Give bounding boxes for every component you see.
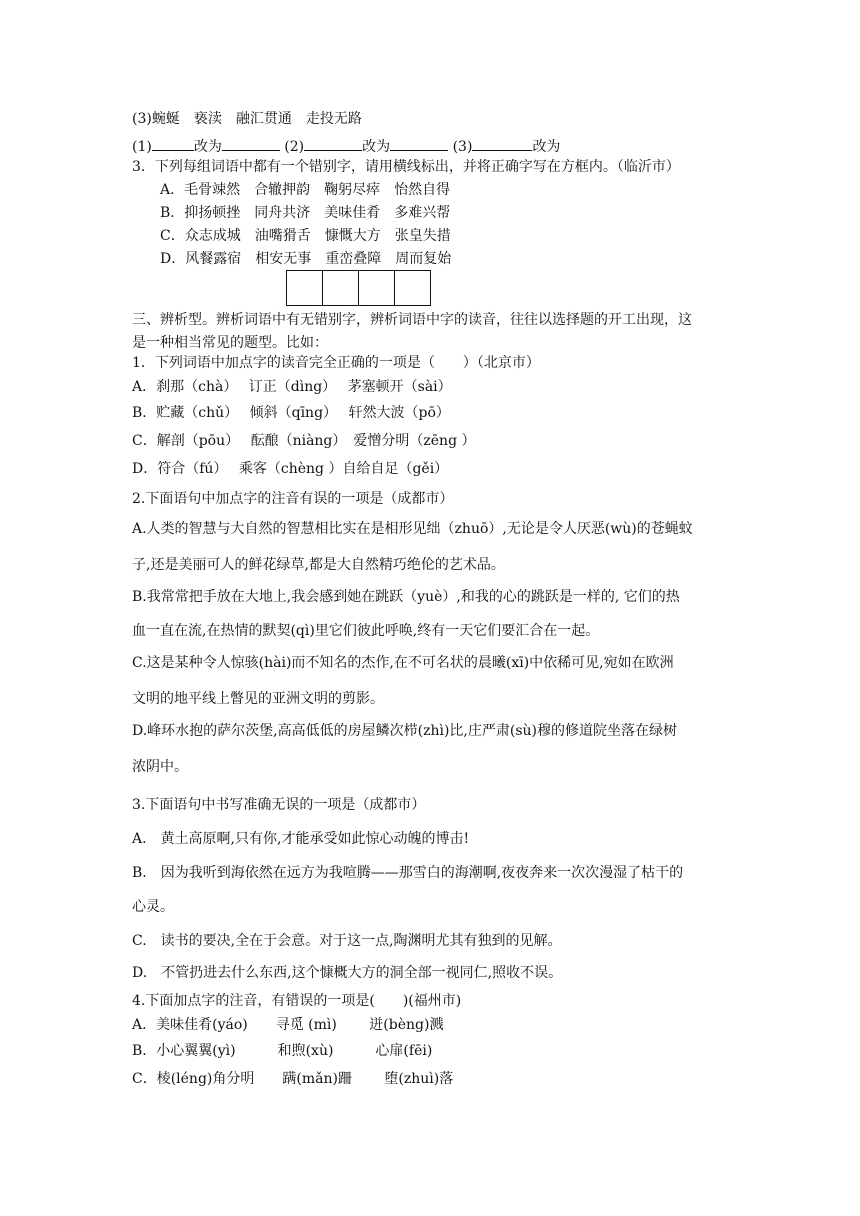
q2-line: 浓阴中。 [132, 759, 188, 775]
answer-box-1[interactable] [286, 270, 323, 306]
q3b-line: D. 不管扔进去什么东西,这个慷概大方的洞全部一视同仁,照收不误。 [132, 965, 563, 981]
q3b-line: C. 读书的要决,全在于会意。对于这一点,陶渊明尤其有独到的见解。 [132, 933, 562, 949]
q3-option-c: C．众志成城 油嘴猾舌 慷慨大方 张皇失措 [160, 228, 451, 244]
q3b-line: 心灵。 [132, 899, 174, 915]
q2-line: C.这是某种令人惊骇(hài)而不知名的杰作,在不可名状的晨曦(xī)中依稀可见,宛如在欧洲 [132, 655, 674, 671]
q1-option-d: D．符合（fú） 乘客（chèng ）自给自足（gěi） [132, 461, 449, 477]
answer-blank-3[interactable] [472, 136, 532, 151]
answer-line [132, 136, 560, 156]
answer-blank-1b[interactable] [222, 136, 280, 151]
answer-text-3: 改为 [532, 139, 561, 155]
q4-option-b: B．小心翼翼(yì) 和煦(xù) 心扉(fēi) [132, 1043, 433, 1059]
q3-option-a: A．毛骨竦然 合辙押韵 鞠躬尽瘁 怡然自得 [160, 182, 451, 198]
answer-text-2: 改为 [362, 139, 391, 155]
answer-box-3[interactable] [358, 270, 395, 306]
q4-option-c: C．棱(léng)角分明 蹒(mǎn)跚 堕(zhuì)落 [132, 1071, 454, 1087]
q3b-line: B. 因为我听到海依然在远方为我喧腾——那雪白的海潮啊,夜夜奔来一次次漫湿了枯干的 [132, 865, 684, 881]
answer-box-4[interactable] [394, 270, 431, 306]
q2-line: 子,还是美丽可人的鲜花绿草,都是大自然精巧绝伦的艺术品。 [132, 557, 505, 573]
q2-line: 血一直在流,在热情的默契(qì)里它们彼此呼唤,终有一天它们要汇合在一起。 [132, 623, 600, 639]
q4-option-a: A．美味佳肴(yáo) 寻觅 (mì) 迸(bèng)溅 [132, 1017, 444, 1033]
q2-line: A.人类的智慧与大自然的智慧相比实在是相形见绌（zhuō）,无论是令人厌恶(wù)的苍蝇蚊 [132, 521, 693, 537]
answer-blank-1[interactable] [152, 136, 194, 151]
answer-label-3: (3) [452, 139, 473, 155]
q2-line: 文明的地平线上瞥见的亚洲文明的剪影。 [132, 691, 384, 707]
q2-stem: 2.下面语句中加点字的注音有误的一项是（成都市） [132, 491, 454, 507]
q3-option-b: B．抑扬顿挫 同舟共济 美味佳肴 多难兴帮 [160, 205, 451, 221]
q2-line: D.峰环水抱的萨尔茨堡,高高低低的房屋鳞次栉(zhì)比,庄严肃(sù)穆的修道院坐落在绿树 [132, 723, 677, 739]
section3-intro-line2: 是一种相当常见的题型。比如： [132, 335, 328, 351]
q1-option-b: B．贮藏（chǔ） 倾斜（qīng） 轩然大波（pō） [132, 405, 450, 421]
q3-stem: 3．下列每组词语中都有一个错别字，请用横线标出，并将正确字写在方框内。（临沂市） [132, 159, 680, 175]
q1-option-c: C．解剖（pōu） 酝酿（niàng） 爱憎分明（zēng ） [132, 433, 476, 449]
answer-blank-2[interactable] [304, 136, 362, 151]
section3-intro-line1: 三、辨析型。辨析词语中有无错别字，辨析词语中字的读音，往往以选择题的开工出现，这 [132, 312, 692, 328]
q1-option-a: A．刹那（chà） 订正（dìng） 茅塞顿开（sài） [132, 379, 452, 395]
answer-blank-2b[interactable] [390, 136, 448, 151]
answer-text-1: 改为 [193, 139, 222, 155]
q3b-stem: 3.下面语句中书写准确无误的一项是（成都市） [132, 797, 426, 813]
q2-line: B.我常常把手放在大地上,我会感到她在跳跃（yuè）,和我的心的跳跃是一样的, 它们的热 [132, 589, 680, 605]
answer-label-1: (1) [132, 139, 152, 155]
q2-word-group-3: (3)蜿蜒 亵渎 融汇贯通 走投无路 [132, 111, 362, 127]
q3b-line: A. 黄土高原啊,只有你,才能承受如此惊心动魄的博击! [132, 831, 470, 847]
q3-option-d: D．风餐露宿 相安无事 重峦叠障 周而复始 [160, 251, 452, 267]
answer-boxes [286, 270, 431, 306]
answer-label-2: (2) [284, 139, 305, 155]
q4-stem: 4.下面加点字的注音，有错误的一项是( )(福州市) [132, 993, 462, 1009]
answer-box-2[interactable] [322, 270, 359, 306]
q1-stem: 1．下列词语中加点字的读音完全正确的一项是（ ）（北京市） [132, 355, 540, 371]
